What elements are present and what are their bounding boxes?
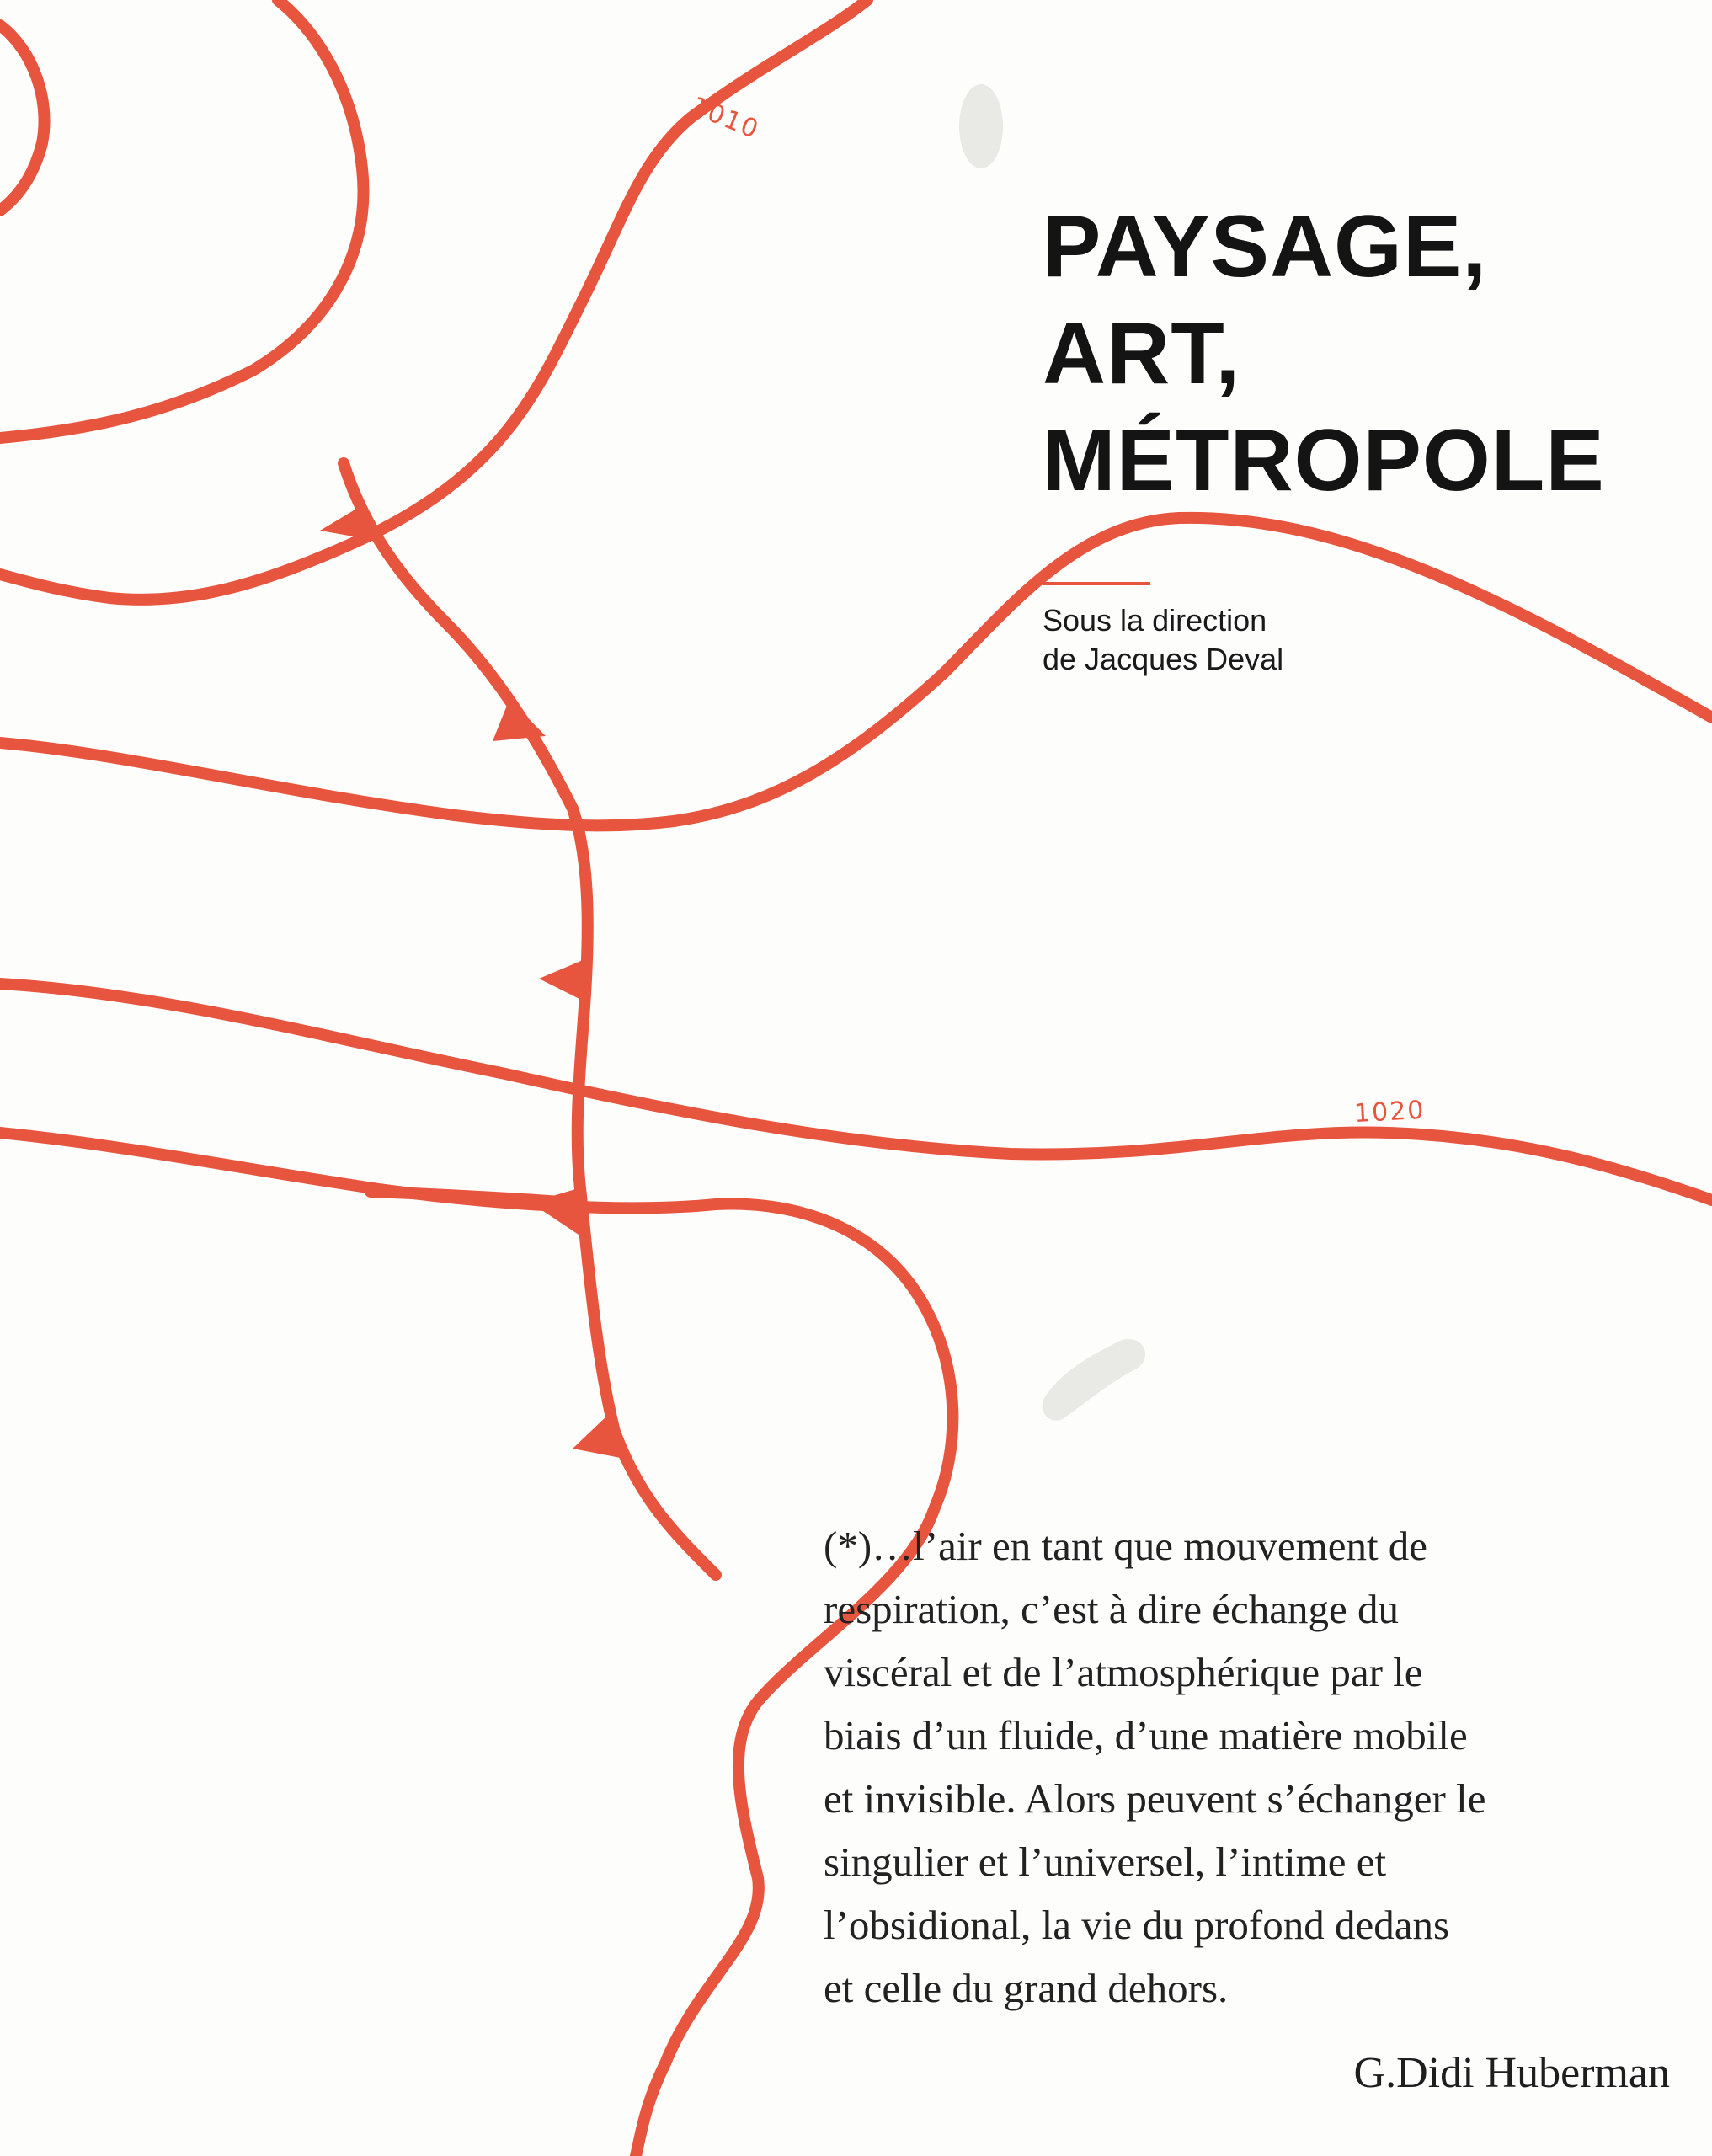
quote-line: et invisible. Alors peuvent s’échanger le xyxy=(824,1775,1486,1822)
isobar-1010 xyxy=(0,0,867,600)
paper-stain xyxy=(959,84,1003,168)
isobar-mid-lower xyxy=(0,1133,952,2156)
paper-stain xyxy=(1043,1339,1146,1421)
quote-line: viscéral et de l’atmosphérique par le xyxy=(824,1649,1423,1695)
quote-line: l’obsidional, la vie du profond dedans xyxy=(824,1902,1450,1948)
front-triangle xyxy=(539,960,586,1002)
quote-author: G.Didi Huberman xyxy=(1353,2049,1670,2097)
title-line-paysage: PAYSAGE, xyxy=(1043,198,1488,296)
title-line-art: ART, xyxy=(1043,305,1241,403)
title-line-metropole: MÉTROPOLE xyxy=(1043,412,1605,510)
quote-line: singulier et l’universel, l’intime et xyxy=(824,1838,1387,1885)
isobar-label-1010: 1010 xyxy=(686,91,764,146)
subtitle-line-2: de Jacques Deval xyxy=(1043,642,1284,676)
isobar-label-1020: 1020 xyxy=(1353,1095,1427,1129)
quote-line: biais d’un fluide, d’une matière mobile xyxy=(824,1712,1468,1758)
quote-line: et celle du grand dehors. xyxy=(824,1965,1229,2011)
title-divider xyxy=(1043,582,1150,585)
quote-line: respiration, c’est à dire échange du xyxy=(824,1586,1399,1632)
book-title xyxy=(1043,194,1683,515)
cold-front-line xyxy=(344,463,716,1575)
subtitle-line-1: Sous la direction xyxy=(1043,603,1267,638)
isobar-left-edge xyxy=(0,25,45,211)
editor-credit xyxy=(1043,601,1548,679)
quote-line: (*)…l’air en tant que mouvement de xyxy=(824,1523,1428,1569)
epigraph-quote xyxy=(824,1514,1674,2020)
isobar-top-left xyxy=(0,0,363,438)
